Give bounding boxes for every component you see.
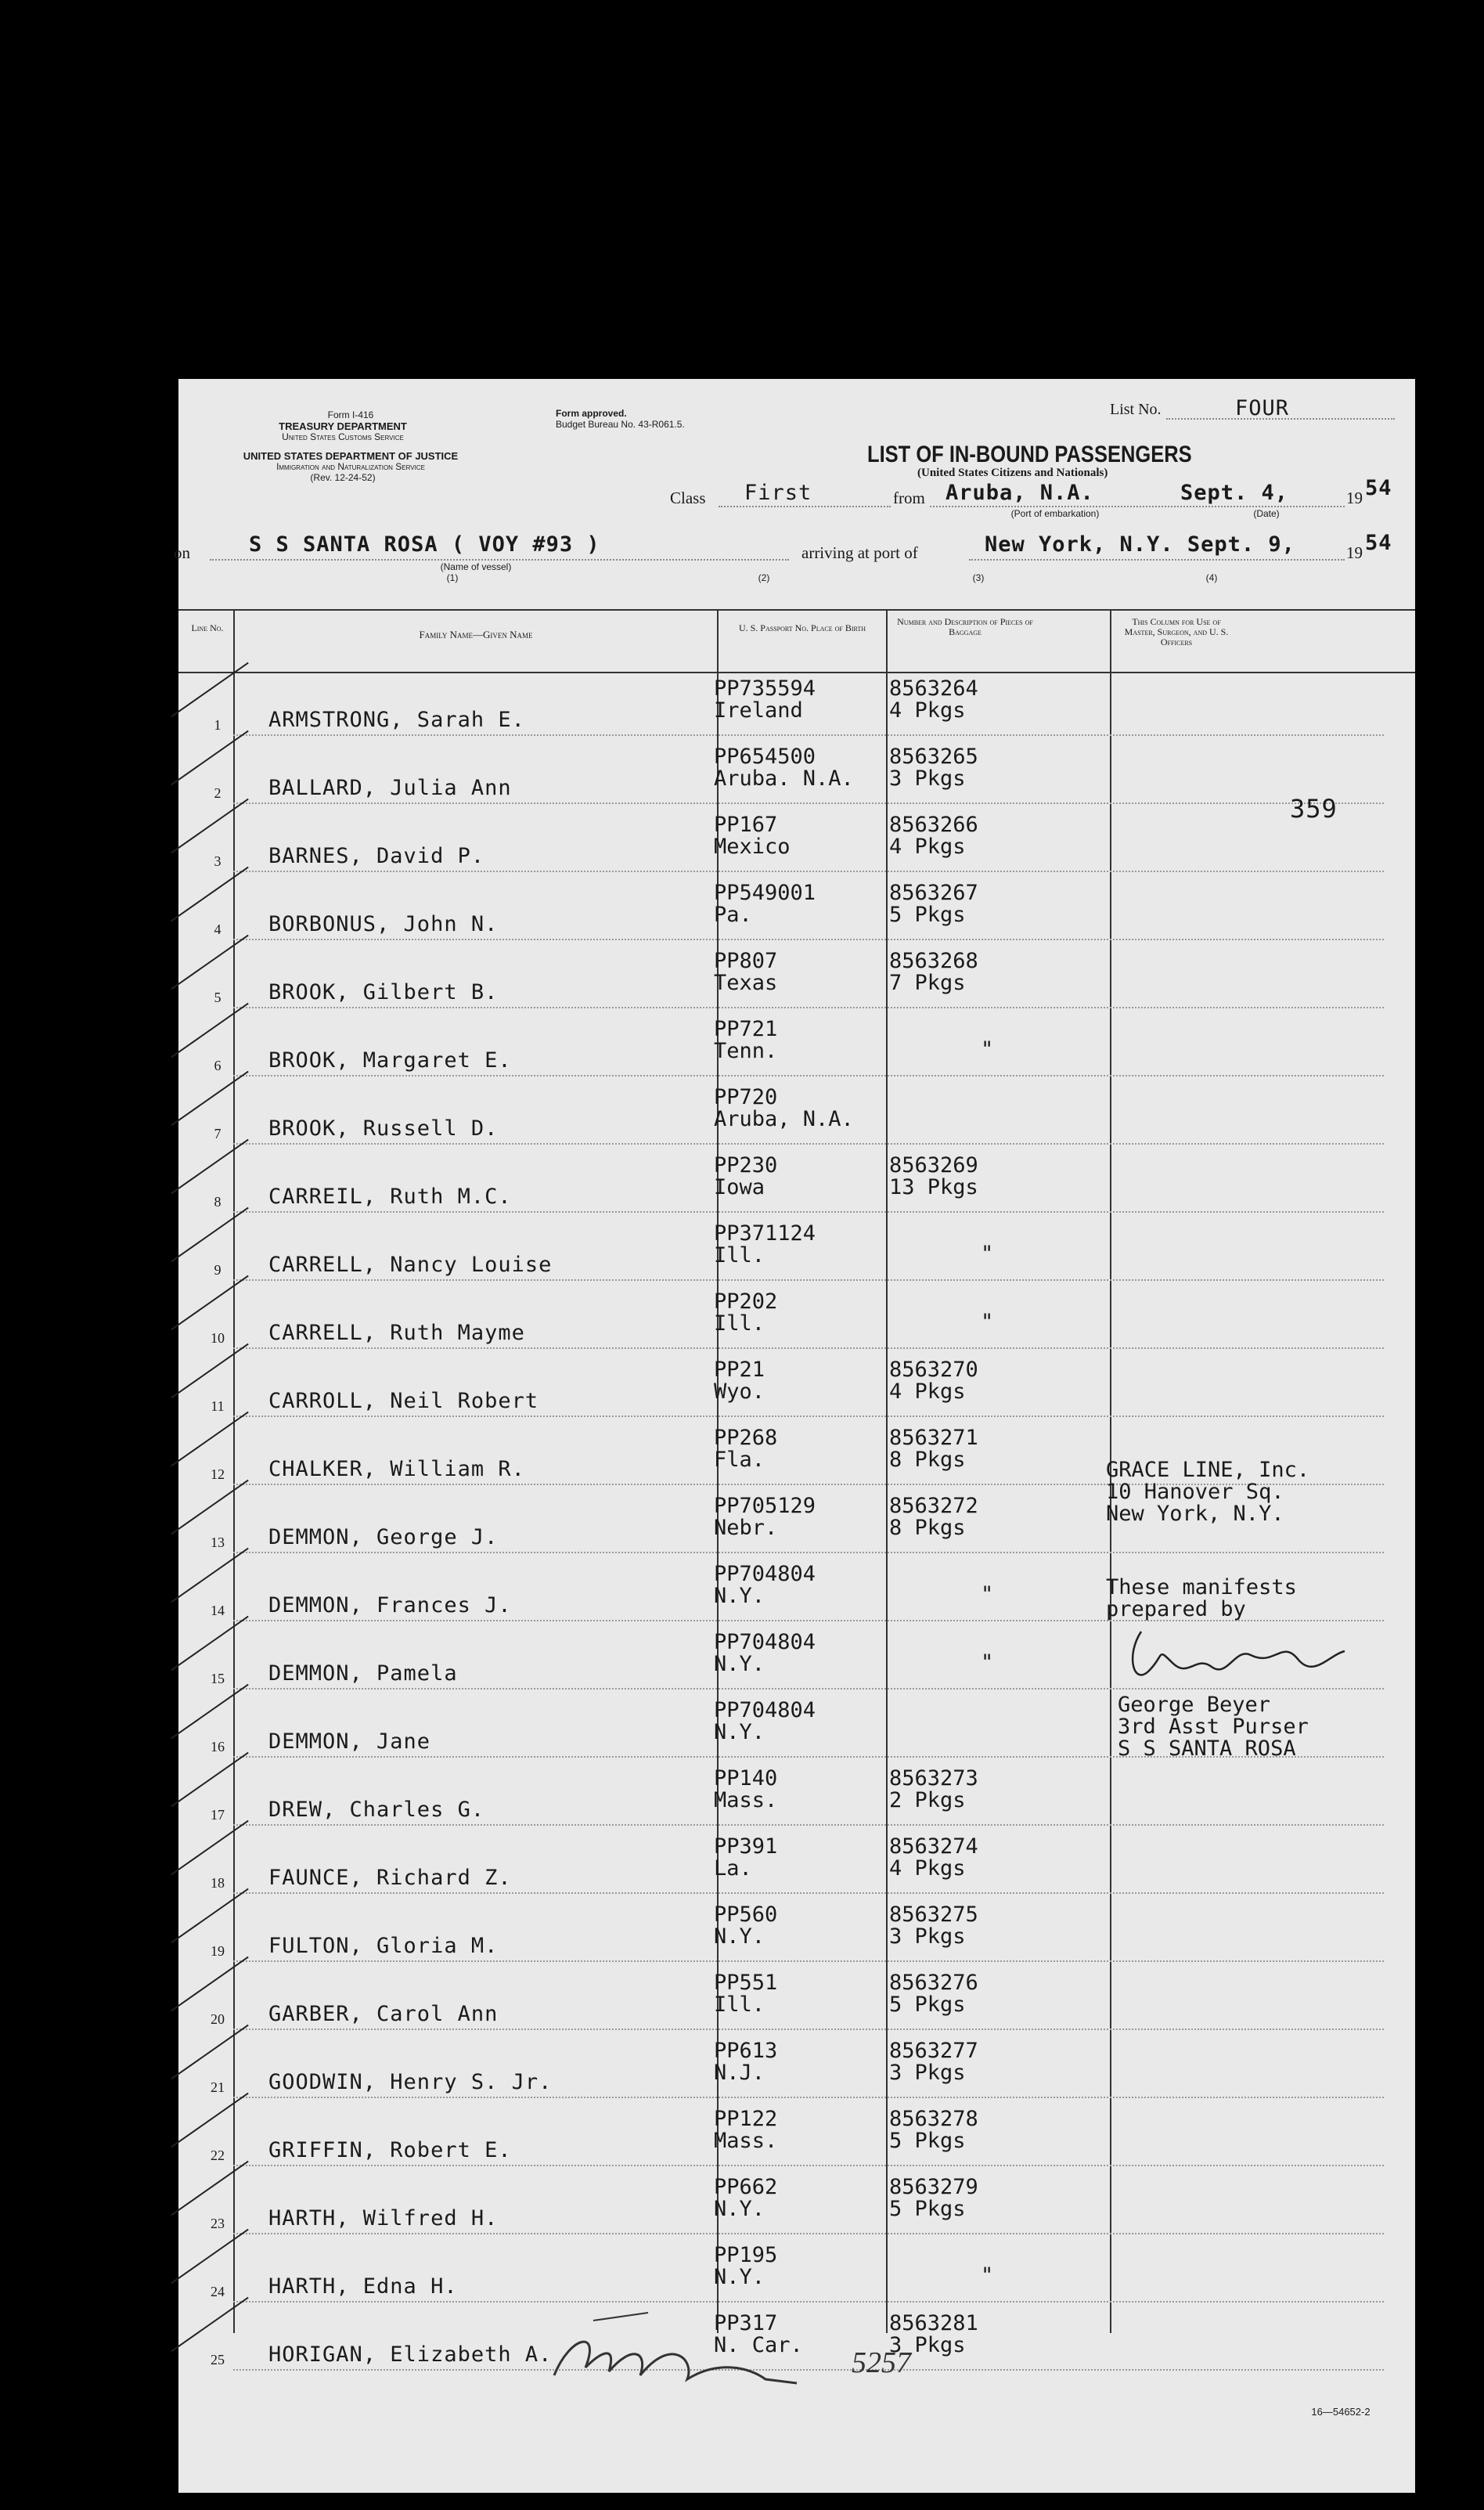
place-of-birth: Fla. — [714, 1448, 765, 1472]
table-row — [178, 2172, 1415, 2240]
passenger-name: ARMSTRONG, Sarah E. — [268, 708, 525, 732]
passenger-name: DEMMON, Frances J. — [268, 1593, 512, 1617]
punch-hole — [103, 2191, 142, 2230]
justice-department: UNITED STATES DEPARTMENT OF JUSTICE — [243, 450, 459, 462]
row-rule — [233, 1824, 1384, 1826]
passport-number: PP704804 — [714, 1562, 816, 1586]
line-number: 1 — [214, 717, 222, 733]
baggage-number: 8563264 — [889, 676, 978, 701]
officer-note-3: New York, N.Y. — [1106, 1502, 1284, 1526]
passport-number: PP807 — [714, 949, 778, 973]
passport-number: PP704804 — [714, 1630, 816, 1654]
baggage-description: 2 Pkgs — [889, 1788, 966, 1812]
baggage-cell — [889, 2108, 978, 2152]
passport-cell — [714, 1087, 854, 1131]
baggage-number: 8563270 — [889, 1358, 978, 1382]
place-of-birth: N. Car. — [714, 2333, 803, 2357]
col-num-3: (3) — [972, 572, 985, 583]
place-of-birth: Ill. — [714, 1992, 765, 2017]
row-rule — [233, 2097, 1384, 2098]
baggage-number: 8563268 — [889, 949, 978, 973]
passport-cell — [714, 1563, 816, 1607]
line-number: 2 — [214, 785, 222, 801]
passenger-name: CARRELL, Nancy Louise — [268, 1253, 553, 1277]
year-value: 54 — [1365, 476, 1392, 500]
header-officers: This Column for Use of Master, Surgeon, and U. S. Officers — [1124, 616, 1229, 647]
line-number: 13 — [211, 1534, 225, 1550]
row-rule — [233, 734, 1384, 736]
line-number: 23 — [211, 2216, 225, 2231]
ditto-mark: " — [981, 1037, 994, 1062]
baggage-number: 8563279 — [889, 2175, 978, 2199]
on-label: on — [174, 543, 190, 562]
table-row — [178, 810, 1415, 878]
passenger-name: BARNES, David P. — [268, 844, 485, 868]
purser-ship: S S SANTA ROSA — [1118, 1736, 1296, 1761]
baggage-cell — [889, 1836, 978, 1880]
col-num-4: (4) — [1205, 572, 1218, 583]
baggage-cell — [889, 1972, 978, 2016]
line-number: 6 — [214, 1058, 222, 1073]
passenger-name: BROOK, Gilbert B. — [268, 980, 499, 1004]
passenger-name: HORIGAN, Elizabeth A. — [268, 2342, 553, 2367]
passport-cell — [714, 1700, 816, 1744]
stamp-number: 359 — [1290, 794, 1338, 824]
passenger-name: CARROLL, Neil Robert — [268, 1389, 539, 1413]
passenger-name: BORBONUS, John N. — [268, 912, 499, 936]
passenger-name: DEMMON, Pamela — [268, 1661, 458, 1686]
vessel-name: S S SANTA ROSA ( VOY #93 ) — [249, 532, 600, 557]
baggage-cell — [889, 1155, 978, 1199]
ditto-mark: " — [981, 1582, 994, 1607]
row-rule — [233, 871, 1384, 872]
passport-number: PP317 — [714, 2311, 778, 2335]
line-number: 3 — [214, 853, 222, 869]
form-revision: (Rev. 12-24-52) — [310, 472, 376, 483]
passport-cell — [714, 678, 816, 722]
arrival-year: 54 — [1365, 531, 1392, 555]
year-prefix: 19 — [1346, 489, 1363, 507]
place-of-birth: Iowa — [714, 1175, 765, 1199]
ditto-mark: " — [981, 1310, 994, 1334]
baggage-description: 5 Pkgs — [889, 2129, 966, 2153]
customs-service: United States Customs Service — [282, 431, 404, 442]
purser-title: 3rd Asst Purser — [1118, 1715, 1309, 1739]
line-number: 20 — [211, 2011, 225, 2027]
baggage-number: 8563276 — [889, 1971, 978, 1995]
col-num-2: (2) — [758, 572, 770, 583]
from-date: Sept. 4, — [1180, 481, 1289, 505]
place-of-birth: N.Y. — [714, 1584, 765, 1608]
manifest-title: LIST OF IN-BOUND PASSENGERS — [867, 442, 1192, 467]
passport-number: PP735594 — [714, 676, 816, 701]
passenger-name: DREW, Charles G. — [268, 1798, 485, 1822]
passenger-name: GARBER, Carol Ann — [268, 2002, 499, 2026]
passport-cell — [714, 1427, 777, 1471]
passport-cell — [714, 950, 777, 994]
line-number: 19 — [211, 1943, 225, 1959]
passport-number: PP230 — [714, 1153, 778, 1177]
line-number: 22 — [211, 2148, 225, 2163]
baggage-cell — [889, 882, 978, 926]
passenger-name: BROOK, Russell D. — [268, 1116, 499, 1141]
from-port: Aruba, N.A. — [946, 481, 1094, 505]
passenger-name: GOODWIN, Henry S. Jr. — [268, 2070, 553, 2094]
arrival-year-prefix: 19 — [1346, 543, 1363, 562]
passport-number: PP167 — [714, 813, 778, 837]
place-of-birth: N.Y. — [714, 1720, 765, 1744]
place-of-birth: La. — [714, 1856, 752, 1881]
passport-number: PP654500 — [714, 745, 816, 769]
passport-cell — [714, 2176, 777, 2220]
punch-hole — [103, 914, 142, 954]
list-no-label: List No. — [1110, 401, 1162, 418]
from-label: from — [893, 489, 925, 507]
punch-hole — [103, 709, 142, 748]
table-row — [178, 1014, 1415, 1082]
baggage-description: 3 Pkgs — [889, 2333, 966, 2357]
punch-hole — [103, 2361, 142, 2400]
passport-cell — [714, 2108, 777, 2152]
col-num-1: (1) — [446, 572, 459, 583]
baggage-description: 4 Pkgs — [889, 1379, 966, 1404]
footer-code: 16—54652-2 — [1311, 2406, 1371, 2418]
row-rule — [233, 2165, 1384, 2166]
place-of-birth: N.Y. — [714, 1924, 765, 1949]
baggage-number: 8563269 — [889, 1153, 978, 1177]
row-rule — [233, 1075, 1384, 1076]
baggage-description: 3 Pkgs — [889, 766, 966, 791]
baggage-number: 8563275 — [889, 1902, 978, 1927]
row-rule — [233, 1007, 1384, 1008]
baggage-description: 13 Pkgs — [889, 1175, 978, 1199]
passport-number: PP551 — [714, 1971, 778, 1995]
class-value: First — [744, 481, 812, 505]
vessel-line — [210, 559, 789, 561]
baggage-description: 4 Pkgs — [889, 698, 966, 723]
line-number: 14 — [211, 1603, 225, 1618]
baggage-number: 8563271 — [889, 1426, 978, 1450]
punch-hole — [103, 426, 142, 465]
baggage-number: 8563272 — [889, 1494, 978, 1518]
baggage-description: 8 Pkgs — [889, 1448, 966, 1472]
place-of-birth: Mexico — [714, 835, 791, 859]
header-name: Family Name—Given Name — [419, 629, 533, 640]
date-caption: (Date) — [1253, 508, 1280, 519]
passport-cell — [714, 1291, 777, 1335]
baggage-number: 8563274 — [889, 1834, 978, 1859]
place-of-birth: Tenn. — [714, 1039, 778, 1063]
line-number: 9 — [214, 1262, 222, 1278]
passenger-name: HARTH, Edna H. — [268, 2274, 458, 2299]
ditto-mark: " — [981, 1650, 994, 1675]
officer-note-1: GRACE LINE, Inc. — [1106, 1458, 1310, 1482]
passport-number: PP705129 — [714, 1494, 816, 1518]
line-number: 15 — [211, 1671, 225, 1686]
row-rule — [233, 802, 1384, 804]
passenger-table — [178, 673, 1415, 2396]
baggage-number: 8563266 — [889, 813, 978, 837]
passenger-name: FAUNCE, Richard Z. — [268, 1866, 512, 1890]
baggage-cell — [889, 1495, 978, 1539]
baggage-number: 8563265 — [889, 745, 978, 769]
baggage-description: 3 Pkgs — [889, 2061, 966, 2085]
passport-cell — [714, 1359, 765, 1403]
table-row — [178, 1150, 1415, 1218]
passenger-name: CARREIL, Ruth M.C. — [268, 1185, 512, 1209]
baggage-cell — [889, 814, 978, 858]
place-of-birth: Mass. — [714, 2129, 778, 2153]
passenger-name: BALLARD, Julia Ann — [268, 776, 512, 800]
row-rule — [233, 1552, 1384, 1553]
place-of-birth: Wyo. — [714, 1379, 765, 1404]
baggage-cell — [889, 1904, 978, 1948]
baggage-cell — [889, 678, 978, 722]
line-number: 24 — [211, 2284, 225, 2299]
passport-number: PP549001 — [714, 881, 816, 905]
passenger-name: BROOK, Margaret E. — [268, 1048, 512, 1073]
baggage-description: 4 Pkgs — [889, 835, 966, 859]
baggage-cell — [889, 950, 978, 994]
passport-number: PP662 — [714, 2175, 778, 2199]
passenger-name: DEMMON, George J. — [268, 1525, 499, 1549]
check-mark — [171, 662, 248, 717]
passport-cell — [714, 882, 816, 926]
passport-number: PP613 — [714, 2039, 778, 2063]
passenger-name: CHALKER, William R. — [268, 1457, 525, 1481]
table-row — [178, 1831, 1415, 1899]
passport-cell — [714, 1223, 816, 1267]
passport-number: PP122 — [714, 2107, 778, 2131]
list-no-value: FOUR — [1235, 396, 1290, 420]
ins-service: Immigration and Naturalization Service — [276, 461, 425, 472]
passport-number: PP140 — [714, 1766, 778, 1791]
table-row — [178, 1354, 1415, 1423]
list-no-line — [1166, 418, 1395, 420]
table-frame — [178, 609, 1415, 611]
passport-cell — [714, 1019, 777, 1062]
arrival-port: New York, N.Y. Sept. 9, — [985, 532, 1295, 557]
place-of-birth: N.Y. — [714, 1652, 765, 1676]
line-number: 11 — [211, 1398, 225, 1414]
table-row — [178, 878, 1415, 946]
passport-cell — [714, 1155, 777, 1199]
baggage-description: 5 Pkgs — [889, 903, 966, 927]
baggage-cell — [889, 1359, 978, 1403]
punch-hole — [103, 553, 142, 592]
row-rule — [233, 939, 1384, 940]
row-rule — [233, 1143, 1384, 1145]
passport-number: PP195 — [714, 2243, 778, 2267]
table-row — [178, 741, 1415, 810]
place-of-birth: Aruba, N.A. — [714, 1107, 854, 1131]
row-rule — [233, 1347, 1384, 1349]
passport-number: PP721 — [714, 1017, 778, 1041]
line-number: 4 — [214, 921, 222, 937]
passport-cell — [714, 1632, 816, 1675]
passport-number: PP720 — [714, 1085, 778, 1109]
class-line — [719, 506, 891, 507]
passport-number: PP21 — [714, 1358, 765, 1382]
ditto-mark: " — [981, 2263, 994, 2288]
punch-hole — [103, 1035, 142, 1074]
purser-name: George Beyer — [1118, 1693, 1271, 1717]
passport-cell — [714, 1972, 777, 2016]
line-number: 21 — [211, 2079, 225, 2095]
passport-cell — [714, 746, 854, 790]
line-number: 25 — [211, 2352, 225, 2368]
passport-cell — [714, 1904, 777, 1948]
baggage-cell — [889, 2176, 978, 2220]
baggage-cell — [889, 2040, 978, 2084]
passport-number: PP371124 — [714, 1221, 816, 1246]
place-of-birth: Mass. — [714, 1788, 778, 1812]
place-of-birth: Pa. — [714, 903, 752, 927]
line-number: 17 — [211, 1807, 225, 1823]
table-row — [178, 1218, 1415, 1286]
passport-number: PP202 — [714, 1289, 778, 1314]
line-number: 5 — [214, 990, 222, 1005]
table-row — [178, 1899, 1415, 1967]
row-rule — [233, 1892, 1384, 1894]
place-of-birth: N.Y. — [714, 2265, 765, 2289]
baggage-number: 8563278 — [889, 2107, 978, 2131]
baggage-description: 4 Pkgs — [889, 1856, 966, 1881]
line-number: 8 — [214, 1194, 222, 1210]
place-of-birth: Ill. — [714, 1311, 765, 1336]
row-rule — [233, 1415, 1384, 1417]
header-passport: U. S. Passport No. Place of Birth — [738, 622, 866, 633]
passenger-name: FULTON, Gloria M. — [268, 1934, 499, 1958]
treasury-department: TREASURY DEPARTMENT — [279, 420, 407, 432]
arrival-line — [969, 559, 1345, 561]
row-rule — [233, 2029, 1384, 2030]
header-baggage: Number and Description of Pieces of Baggage — [897, 616, 1033, 637]
table-row — [178, 2036, 1415, 2104]
baggage-description: 5 Pkgs — [889, 2197, 966, 2221]
table-row — [178, 673, 1415, 741]
passport-cell — [714, 1836, 777, 1880]
passenger-name: HARTH, Wilfred H. — [268, 2206, 499, 2231]
passport-number: PP704804 — [714, 1698, 816, 1722]
punch-hole — [103, 1697, 142, 1736]
arriving-label: arriving at port of — [801, 543, 918, 562]
line-number: 10 — [211, 1330, 225, 1346]
manifest-page — [174, 379, 1415, 2493]
passport-cell — [714, 2245, 777, 2288]
place-of-birth: Ireland — [714, 698, 803, 723]
table-row — [178, 2104, 1415, 2172]
passport-number: PP391 — [714, 1834, 778, 1859]
line-number: 16 — [211, 1739, 225, 1754]
form-approved: Form approved. — [556, 408, 627, 419]
officer-note-5: prepared by — [1106, 1597, 1246, 1621]
row-rule — [233, 1211, 1384, 1213]
baggage-cell — [889, 1768, 978, 1812]
table-row — [178, 1082, 1415, 1150]
passport-number: PP560 — [714, 1902, 778, 1927]
row-rule — [233, 1960, 1384, 1962]
row-rule — [233, 1279, 1384, 1281]
baggage-description: 3 Pkgs — [889, 1924, 966, 1949]
line-number: 7 — [214, 1126, 222, 1141]
line-number: 18 — [211, 1875, 225, 1891]
passport-cell — [714, 2040, 777, 2084]
officer-note-4: These manifests — [1106, 1575, 1297, 1599]
line-number: 12 — [211, 1466, 225, 1482]
table-row — [178, 1763, 1415, 1831]
place-of-birth: Texas — [714, 971, 778, 995]
punch-hole — [103, 1834, 142, 1873]
from-line — [930, 506, 1345, 507]
port-caption: (Port of embarkation) — [1010, 508, 1100, 519]
ditto-mark: " — [981, 1242, 994, 1266]
baggage-cell — [889, 746, 978, 790]
baggage-description: 8 Pkgs — [889, 1516, 966, 1540]
table-row — [178, 1286, 1415, 1354]
passenger-name: DEMMON, Jane — [268, 1729, 431, 1754]
place-of-birth: Aruba. N.A. — [714, 766, 854, 791]
passenger-name: CARRELL, Ruth Mayme — [268, 1321, 525, 1345]
table-row — [178, 1967, 1415, 2036]
baggage-cell — [889, 1427, 978, 1471]
baggage-number: 8563267 — [889, 881, 978, 905]
baggage-description: 5 Pkgs — [889, 1992, 966, 2017]
vessel-caption: (Name of vessel) — [440, 561, 512, 572]
row-rule — [233, 2233, 1384, 2234]
baggage-number: 8563281 — [889, 2311, 978, 2335]
table-row — [178, 2240, 1415, 2308]
baggage-description: 7 Pkgs — [889, 971, 966, 995]
passport-cell — [714, 1768, 777, 1812]
header-line-no: Line No. — [191, 622, 224, 633]
baggage-number: 8563277 — [889, 2039, 978, 2063]
passport-number: PP268 — [714, 1426, 778, 1450]
place-of-birth: Nebr. — [714, 1516, 778, 1540]
row-rule — [233, 2301, 1384, 2303]
form-number: Form I-416 — [327, 409, 374, 420]
bottom-scrawl-number: 5257 — [852, 2346, 911, 2379]
baggage-number: 8563273 — [889, 1766, 978, 1791]
place-of-birth: N.J. — [714, 2061, 765, 2085]
budget-bureau: Budget Bureau No. 43-R061.5. — [556, 419, 685, 430]
place-of-birth: Ill. — [714, 1243, 765, 1268]
passport-cell — [714, 1495, 816, 1539]
manifest-subtitle: (United States Citizens and Nationals) — [917, 467, 1108, 479]
table-row — [178, 946, 1415, 1014]
place-of-birth: N.Y. — [714, 2197, 765, 2221]
passenger-name: GRIFFIN, Robert E. — [268, 2138, 512, 2162]
passport-cell — [714, 814, 791, 858]
officer-note-2: 10 Hanover Sq. — [1106, 1480, 1284, 1504]
purser-signature — [1118, 1624, 1353, 1702]
class-label: Class — [670, 489, 706, 507]
